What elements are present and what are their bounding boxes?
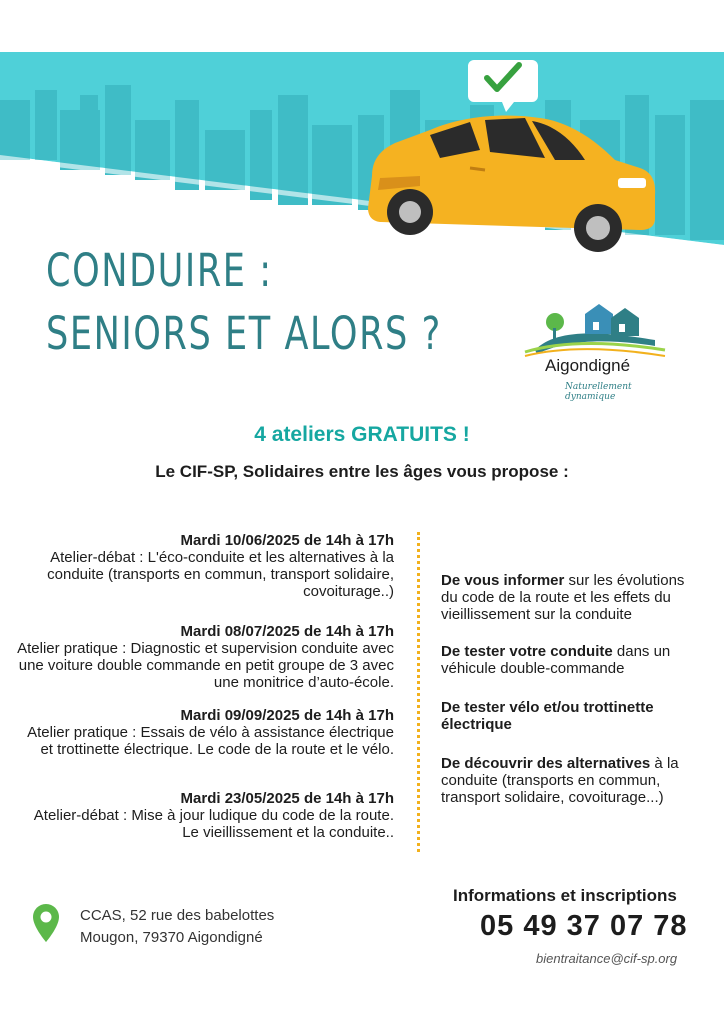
address-block (80, 905, 274, 949)
offer-item (441, 643, 701, 677)
workshop-description: Atelier-débat : L'éco-conduite et les alternatives à la conduite (transports en commun, transport solidaire, covoiturage..) (47, 549, 394, 600)
dotted-divider (417, 532, 420, 852)
location-pin-icon (33, 904, 59, 942)
phone-number: 05 49 37 07 78 (480, 910, 688, 942)
logo-graphic (515, 300, 675, 360)
logo-tagline: Naturellement dynamique (565, 382, 632, 402)
workshop-item (14, 707, 394, 758)
offer-text: dans un véhicule double-commande (441, 643, 671, 677)
workshop-item (14, 790, 394, 841)
aigondigne-logo (515, 300, 675, 410)
workshop-description: Atelier-débat : Mise à jour ludique du code de la route. Le vieillissement et la conduite.. (33, 807, 394, 841)
offer-bold: De découvrir des alternatives (441, 755, 651, 772)
offer-item (441, 572, 701, 623)
contact-title: Informations et inscriptions (453, 886, 677, 905)
workshop-date: Mardi 10/06/2025 de 14h à 17h (180, 532, 394, 549)
workshop-item (14, 532, 394, 600)
workshop-description: Atelier pratique : Diagnostic et supervision conduite avec une voiture double commande en petit groupe de 3 avec une monitrice d’auto-école. (17, 640, 394, 691)
address-line2: Mougon, 79370 Aigondigné (80, 929, 263, 946)
subtitle: 4 ateliers GRATUITS ! (254, 423, 470, 446)
intro-text: Le CIF-SP, Solidaires entre les âges vous propose : (155, 462, 569, 481)
logo-name: Aigondigné (545, 356, 631, 375)
address-line1: CCAS, 52 rue des babelottes (80, 907, 275, 924)
offer-bold: De tester votre conduite (441, 643, 613, 660)
offer-bold: De tester vélo et/ou trottinette électrique (441, 699, 654, 733)
workshop-date: Mardi 09/09/2025 de 14h à 17h (180, 707, 394, 724)
workshop-description: Atelier pratique : Essais de vélo à assistance électrique et trottinette électrique. Le code de la route et le vélo. (27, 724, 394, 758)
email-address: bientraitance@cif-sp.org (536, 951, 678, 966)
title-line1: CONDUIRE : (46, 244, 273, 297)
offer-text: sur les évolutions du code de la route et les effets du vieillissement sur la conduite (441, 572, 685, 623)
offer-item (441, 755, 701, 806)
title-line2: SENIORS ET ALORS ? (46, 307, 442, 360)
workshop-item (14, 623, 394, 691)
offer-item (441, 699, 681, 733)
offer-bold: De vous informer (441, 572, 565, 589)
workshop-date: Mardi 08/07/2025 de 14h à 17h (180, 623, 394, 640)
workshop-date: Mardi 23/05/2025 de 14h à 17h (180, 790, 394, 807)
offer-text: à la conduite (transports en commun, transport solidaire, covoiturage...) (441, 755, 679, 806)
